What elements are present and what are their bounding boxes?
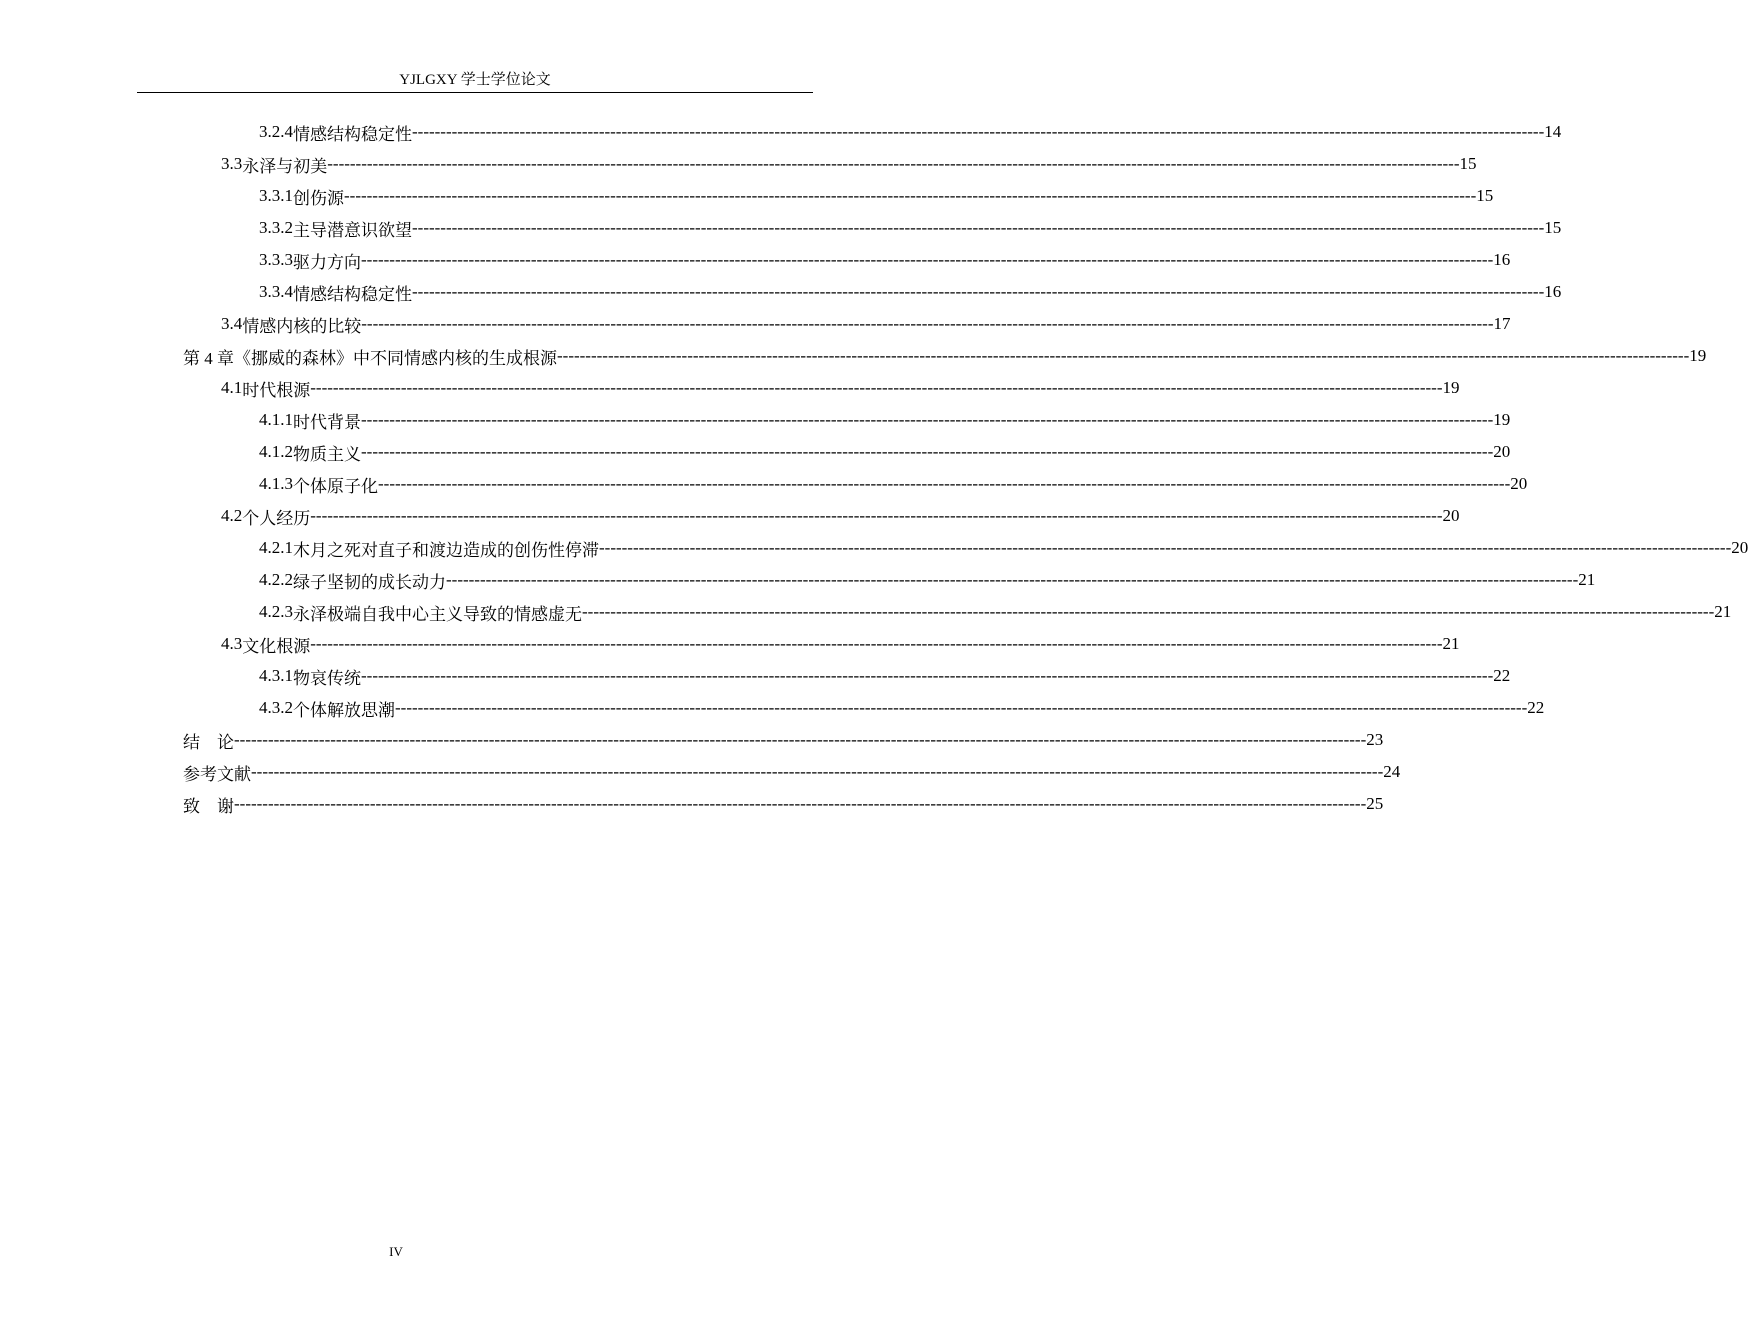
toc-entry-page: 21	[1714, 602, 1732, 621]
toc-entry-title: 永泽极端自我中心主义导致的情感虚无	[293, 604, 582, 624]
toc-entry[interactable]	[221, 628, 1460, 660]
toc-entry-title: 物哀传统	[293, 668, 361, 688]
toc-entry-page: 15	[1476, 186, 1494, 205]
toc-dot-leader: --------------------------------------------------------------------------------------------------------------------------------------------------------------------------------------------------------	[361, 410, 1494, 429]
toc-dot-leader: --------------------------------------------------------------------------------------------------------------------------------------------------------------------------------------------------------	[599, 538, 1732, 557]
toc-entry[interactable]	[259, 692, 1545, 724]
toc-entry-title: 时代背景	[293, 412, 361, 432]
toc-entry-page: 14	[1544, 122, 1562, 141]
toc-entry-page: 23	[1366, 730, 1384, 749]
toc-entry-page: 20	[1493, 442, 1511, 461]
toc-entry-page: 16	[1493, 250, 1511, 269]
toc-entry-title: 永泽与初美	[242, 156, 328, 176]
toc-dot-leader: --------------------------------------------------------------------------------------------------------------------------------------------------------------------------------------------------------	[557, 346, 1690, 365]
toc-entry-title: 致 谢	[183, 796, 234, 816]
toc-entry-number: 4.3.1	[259, 666, 293, 685]
toc-entry-title: 个体解放思潮	[293, 700, 395, 720]
toc-entry-title: 参考文献	[183, 764, 251, 784]
toc-entry[interactable]	[221, 308, 1511, 340]
toc-dot-leader: --------------------------------------------------------------------------------------------------------------------------------------------------------------------------------------------------------	[361, 314, 1494, 333]
toc-entry[interactable]	[221, 500, 1460, 532]
toc-dot-leader: --------------------------------------------------------------------------------------------------------------------------------------------------------------------------------------------------------	[412, 122, 1545, 141]
toc-entry-page: 17	[1493, 314, 1511, 333]
toc-entry[interactable]	[259, 532, 1748, 564]
toc-dot-leader: --------------------------------------------------------------------------------------------------------------------------------------------------------------------------------------------------------	[395, 698, 1528, 717]
toc-dot-leader: --------------------------------------------------------------------------------------------------------------------------------------------------------------------------------------------------------	[310, 634, 1443, 653]
toc-dot-leader: --------------------------------------------------------------------------------------------------------------------------------------------------------------------------------------------------------	[378, 474, 1511, 493]
toc-entry-title: 绿子坚韧的成长动力	[293, 572, 446, 592]
toc-entry[interactable]	[259, 276, 1562, 308]
toc-entry[interactable]	[259, 468, 1528, 500]
toc-dot-leader: --------------------------------------------------------------------------------------------------------------------------------------------------------------------------------------------------------	[251, 762, 1384, 781]
toc-entry-title: 木月之死对直子和渡边造成的创伤性停滞	[293, 540, 599, 560]
toc-entry-page: 22	[1493, 666, 1511, 685]
toc-entry-number: 4.1.1	[259, 410, 293, 429]
toc-entry-number: 3.3.3	[259, 250, 293, 269]
toc-entry[interactable]	[259, 596, 1732, 628]
toc-entry-title: 文化根源	[242, 636, 311, 656]
toc-entry-title: 创伤源	[293, 188, 344, 208]
toc-entry-number: 4.2.3	[259, 602, 293, 621]
toc-entry[interactable]	[259, 180, 1494, 212]
toc-entry-number: 3.2.4	[259, 122, 293, 141]
toc-entry-number: 3.3	[221, 154, 243, 173]
toc-entry-page: 15	[1459, 154, 1477, 173]
toc-entry-title: 主导潜意识欲望	[293, 220, 412, 240]
toc-entry-number: 4.2.1	[259, 538, 293, 557]
toc-entry[interactable]	[183, 724, 1384, 756]
toc-entry-title: 情感结构稳定性	[293, 284, 412, 304]
toc-entry[interactable]	[259, 436, 1511, 468]
toc-dot-leader: --------------------------------------------------------------------------------------------------------------------------------------------------------------------------------------------------------	[582, 602, 1715, 621]
toc-entry[interactable]	[259, 660, 1511, 692]
toc-entry-page: 24	[1383, 762, 1401, 781]
toc-entry-page: 16	[1544, 282, 1562, 301]
toc-entry-number: 第 4 章	[183, 348, 234, 368]
page-number: IV	[389, 1244, 403, 1259]
toc-entry-page: 20	[1731, 538, 1748, 557]
toc-dot-leader: --------------------------------------------------------------------------------------------------------------------------------------------------------------------------------------------------------	[361, 666, 1494, 685]
toc-entry-number: 3.4	[221, 314, 243, 333]
toc-entry-title: 结 论	[183, 732, 234, 752]
toc-entry-page: 22	[1527, 698, 1545, 717]
toc-entry-number: 4.1	[221, 378, 243, 397]
toc-entry[interactable]	[221, 148, 1477, 180]
toc-entry-number: 4.1.2	[259, 442, 293, 461]
toc-entry[interactable]	[221, 372, 1460, 404]
toc-dot-leader: --------------------------------------------------------------------------------------------------------------------------------------------------------------------------------------------------------	[361, 250, 1494, 269]
toc-entry-title: 个人经历	[242, 508, 311, 528]
toc-entry-number: 4.3.2	[259, 698, 293, 717]
toc-entry-page: 19	[1689, 346, 1707, 365]
toc-entry-title: 《挪威的森林》中不同情感内核的生成根源	[234, 348, 557, 368]
toc-entry-title: 时代根源	[242, 380, 311, 400]
toc-entry[interactable]	[183, 756, 1401, 788]
toc-entry-page: 15	[1544, 218, 1562, 237]
toc-dot-leader: --------------------------------------------------------------------------------------------------------------------------------------------------------------------------------------------------------	[327, 154, 1460, 173]
toc-entry[interactable]	[259, 404, 1511, 436]
toc-entry[interactable]	[259, 564, 1596, 596]
toc-entry[interactable]	[183, 340, 1707, 372]
toc-entry[interactable]	[259, 116, 1562, 148]
toc-dot-leader: --------------------------------------------------------------------------------------------------------------------------------------------------------------------------------------------------------	[344, 186, 1477, 205]
toc-entry-title: 物质主义	[293, 444, 361, 464]
toc-entry-number: 3.3.2	[259, 218, 293, 237]
toc-entry-number: 4.2	[221, 506, 243, 525]
toc-entry-title: 情感内核的比较	[242, 316, 362, 336]
toc-dot-leader: --------------------------------------------------------------------------------------------------------------------------------------------------------------------------------------------------------	[310, 378, 1443, 397]
toc-entry-number: 4.2.2	[259, 570, 293, 589]
toc-dot-leader: --------------------------------------------------------------------------------------------------------------------------------------------------------------------------------------------------------	[310, 506, 1443, 525]
toc-entry-page: 21	[1442, 634, 1460, 653]
toc-entry-number: 3.3.1	[259, 186, 293, 205]
toc-entry-number: 4.1.3	[259, 474, 293, 493]
toc-entry-title: 个体原子化	[293, 476, 378, 496]
toc-entry[interactable]	[259, 244, 1511, 276]
toc-dot-leader: --------------------------------------------------------------------------------------------------------------------------------------------------------------------------------------------------------	[234, 794, 1367, 813]
running-header: YJLGXY 学士学位论文	[399, 72, 551, 88]
toc-dot-leader: --------------------------------------------------------------------------------------------------------------------------------------------------------------------------------------------------------	[412, 218, 1545, 237]
toc-entry-number: 3.3.4	[259, 282, 293, 301]
toc-entry-page: 20	[1442, 506, 1460, 525]
toc-dot-leader: --------------------------------------------------------------------------------------------------------------------------------------------------------------------------------------------------------	[234, 730, 1367, 749]
header-rule	[137, 92, 813, 93]
toc-entry-page: 19	[1493, 410, 1511, 429]
toc-entry-page: 20	[1510, 474, 1528, 493]
toc-dot-leader: --------------------------------------------------------------------------------------------------------------------------------------------------------------------------------------------------------	[446, 570, 1579, 589]
toc-entry[interactable]	[183, 788, 1384, 820]
toc-dot-leader: --------------------------------------------------------------------------------------------------------------------------------------------------------------------------------------------------------	[412, 282, 1545, 301]
toc-entry-number: 4.3	[221, 634, 243, 653]
toc-entry[interactable]	[259, 212, 1562, 244]
toc-entry-title: 情感结构稳定性	[293, 124, 412, 144]
toc-entry-title: 驱力方向	[293, 252, 361, 272]
toc-dot-leader: --------------------------------------------------------------------------------------------------------------------------------------------------------------------------------------------------------	[361, 442, 1494, 461]
toc-entry-page: 21	[1578, 570, 1596, 589]
toc-entry-page: 25	[1366, 794, 1384, 813]
toc-entry-page: 19	[1442, 378, 1460, 397]
